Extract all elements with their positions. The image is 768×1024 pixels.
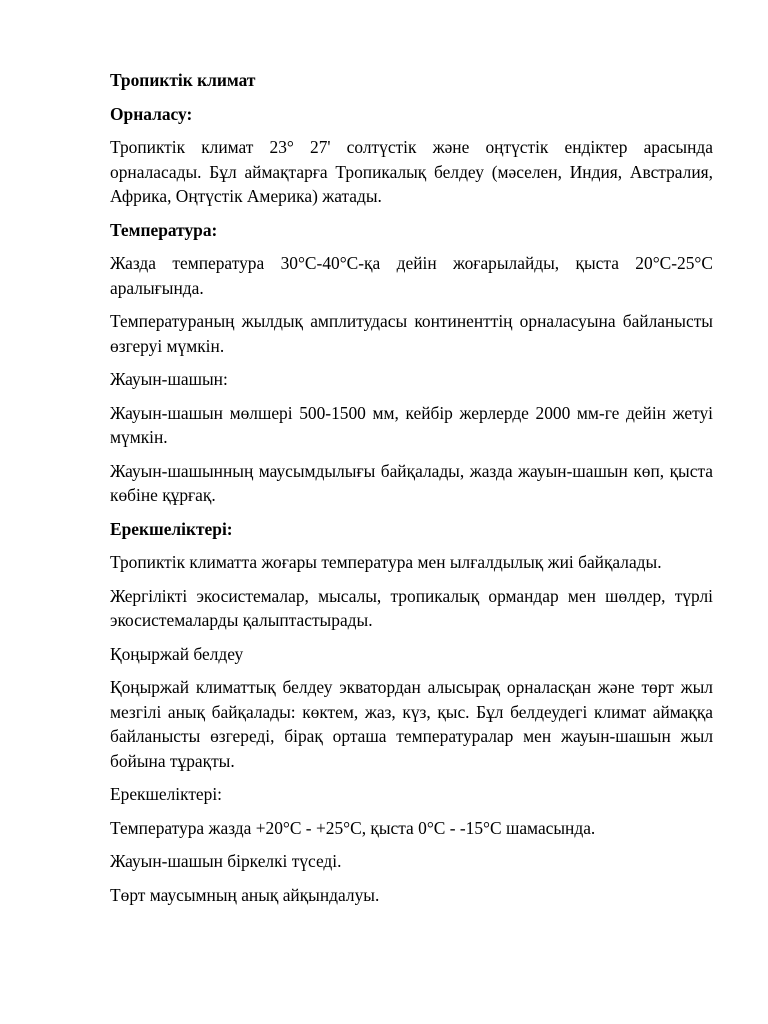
temperate-heading: Қоңыржай белдеу <box>110 643 244 664</box>
temperate-features-heading: Ерекшеліктері: <box>110 784 223 804</box>
location-heading: Орналасу: <box>110 103 193 124</box>
temperate-features-paragraph-1: Температура жазда +20°С - +25°С, қыста 0°С - -15°С шамасында. <box>110 817 596 838</box>
document-title: Тропиктік климат <box>110 70 256 90</box>
temperature-paragraph-1: Жазда температура 30°С-40°С-қа дейін жоғарылайды, қыста 20°С-25°С аралығында. <box>110 253 713 298</box>
precipitation-heading: Жауын-шашын: <box>110 369 228 389</box>
precipitation-paragraph-2: Жауын-шашынның маусымдылығы байқалады, жазда жауын-шашын көп, қыста көбіне құрғақ. <box>110 460 713 505</box>
temperature-heading: Температура: <box>110 219 218 240</box>
features-paragraph-2: Жергілікті экосистемалар, мысалы, тропикалық ормандар мен шөлдер, түрлі экосистемаларды қалыптастырады. <box>110 585 713 630</box>
features-heading: Ерекшеліктері: <box>110 518 233 539</box>
temperate-features-paragraph-3: Төрт маусымның анық айқындалуы. <box>110 884 380 905</box>
location-paragraph: Тропиктік климат 23° 27' солтүстік және оңтүстік ендіктер арасында орналасады. Бұл аймақтарға Тропикалық белдеу (мәселен, Индия, Австралия, Африка, Оңтүстік Америка) жатады. <box>110 137 713 206</box>
document-page <box>110 68 713 916</box>
features-paragraph-1: Тропиктік климатта жоғары температура мен ылғалдылық жиі байқалады. <box>110 552 662 572</box>
temperature-paragraph-2: Температураның жылдық амплитудасы континенттің орналасуына байланысты өзгеруі мүмкін. <box>110 311 713 356</box>
precipitation-paragraph-1: Жауын-шашын мөлшері 500-1500 мм, кейбір жерлерде 2000 мм-ге дейін жетуі мүмкін. <box>110 402 713 447</box>
temperate-paragraph: Қоңыржай климаттық белдеу экватордан алысырақ орналасқан және төрт жыл мезгілі анық байқалады: көктем, жаз, күз, қыс. Бұл белдеудегі климат аймаққа байланысты өзгереді, бірақ орташа температуралар мен жауын-шашын жыл бойына тұрақты. <box>110 677 713 771</box>
temperate-features-paragraph-2: Жауын-шашын біркелкі түседі. <box>110 851 342 871</box>
